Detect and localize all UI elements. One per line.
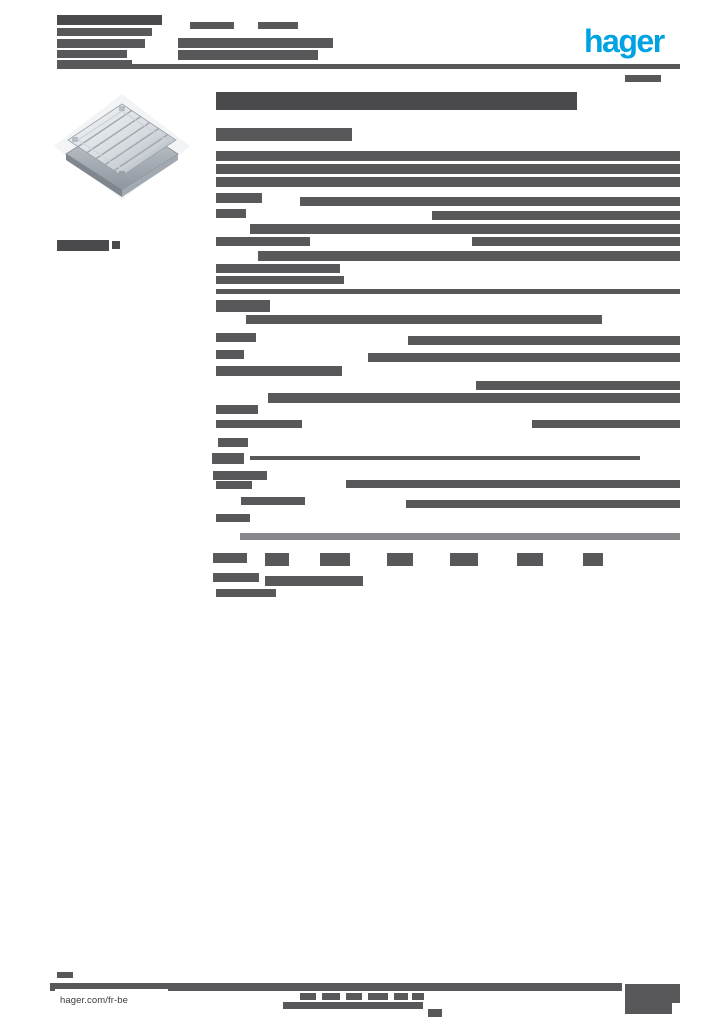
spec-value	[432, 211, 680, 220]
spec-label	[216, 264, 340, 273]
spec-value	[532, 420, 680, 428]
footer-note	[412, 993, 424, 1000]
spec-value	[368, 353, 680, 362]
spec-value	[346, 480, 680, 488]
spec-value	[268, 393, 680, 403]
cert-block	[517, 553, 543, 566]
page-info-block	[625, 1003, 672, 1014]
footer-mark	[57, 972, 73, 978]
hager-logo	[584, 22, 684, 64]
hager-logo-text: hager	[584, 23, 664, 59]
header-address-line	[178, 50, 318, 60]
footer-note	[300, 993, 316, 1000]
spec-label	[212, 453, 244, 464]
product-title-bar	[216, 92, 577, 110]
product-photo	[54, 94, 190, 206]
footer-website-text: hager.com/fr-be	[60, 994, 129, 1006]
header-address-line	[190, 22, 234, 29]
spec-value	[476, 381, 680, 390]
header-address-line	[57, 50, 127, 58]
header-address-line	[57, 28, 152, 36]
spec-label	[216, 350, 244, 359]
spec-label	[213, 573, 259, 582]
spec-value	[250, 224, 680, 234]
spec-label	[216, 366, 342, 376]
spec-label	[213, 471, 267, 480]
spec-value	[246, 315, 602, 324]
spec-value	[472, 237, 680, 246]
footer-note	[428, 1009, 442, 1017]
spec-label	[213, 553, 247, 563]
footer-note	[322, 993, 340, 1000]
footer-note	[368, 993, 388, 1000]
cert-block	[320, 553, 350, 566]
header-rule	[57, 64, 680, 69]
spec-label	[216, 514, 250, 522]
cert-block	[450, 553, 478, 566]
spec-label	[218, 438, 248, 447]
floor-box-image	[54, 94, 190, 206]
product-subtitle-bar	[216, 128, 352, 141]
spec-label	[216, 420, 302, 428]
cert-block	[265, 553, 289, 566]
cert-block	[387, 553, 413, 566]
spec-label	[216, 193, 262, 203]
section-heading-bar	[216, 300, 270, 312]
header-address-line	[57, 15, 162, 25]
spec-label	[216, 209, 246, 218]
header-address-line	[57, 39, 145, 48]
logo-tagline	[625, 75, 661, 82]
header-address-line	[178, 38, 333, 48]
description-line	[216, 177, 680, 187]
spec-value	[406, 500, 680, 508]
spec-value	[408, 336, 680, 345]
header-address-line	[258, 22, 298, 29]
footer-website-link[interactable]	[55, 989, 168, 1011]
spec-label	[216, 276, 344, 284]
footer-note	[283, 1002, 423, 1009]
spec-value	[240, 533, 680, 540]
spec-label	[241, 497, 305, 505]
spec-label	[216, 481, 252, 489]
page-info-block	[625, 984, 680, 1003]
spec-label	[216, 333, 256, 342]
product-ref	[57, 240, 109, 251]
description-line	[216, 151, 680, 161]
spec-value	[300, 197, 680, 206]
spec-label	[216, 405, 258, 414]
footer-note	[394, 993, 408, 1000]
section-divider	[216, 289, 680, 294]
product-ref-mark	[112, 241, 120, 249]
spec-label	[216, 237, 310, 246]
spec-value	[265, 576, 363, 586]
cert-block	[583, 553, 603, 566]
spec-underline	[250, 456, 640, 460]
footer-note	[346, 993, 362, 1000]
spec-label	[216, 589, 276, 597]
spec-value	[258, 251, 680, 261]
description-line	[216, 164, 680, 174]
